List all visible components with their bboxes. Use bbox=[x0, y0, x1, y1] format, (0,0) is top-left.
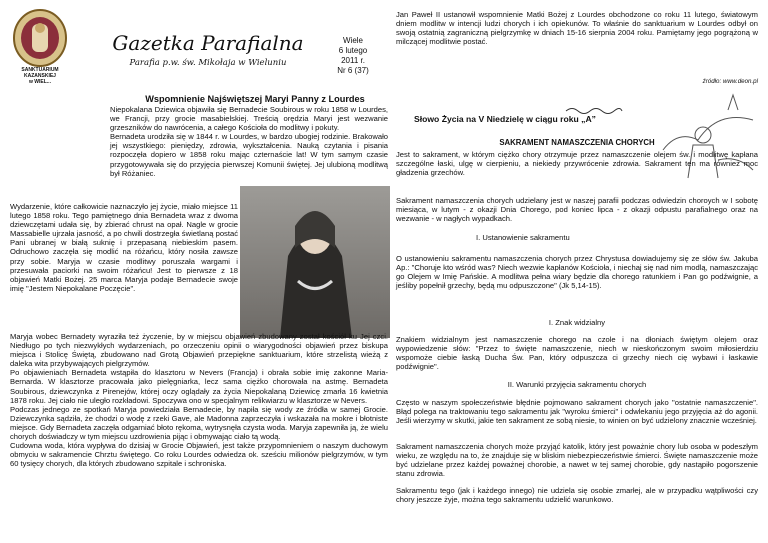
who-may-receive: Sakrament namaszczenia chorych może przyjąć katolik, który jest poważnie chory lub osoba w podeszłym wieku, ze względu na to, że znajduje się w bliskim niebezpieczeństwie śmierci. Święte namaszczenie może być udzielane przez każdej poważnej chorobie, a nawet w tej samej chorobie, gdy nastąpiło pogorszenie stanu zdrowia. bbox=[396, 442, 758, 479]
sacrament-heading: SAKRAMENT NAMASZCZENIA CHORYCH bbox=[499, 138, 655, 147]
sanctuary-logo bbox=[10, 8, 70, 88]
conditional-sacrament: Sakramentu tego (jak i każdego innego) nie udziela się osobie zmarłej, ale w przypadku wątpliwości czy chory jeszcze żyje, można tego sakramentu udzielić warunkowo. bbox=[396, 486, 758, 505]
issue-line: Nr 6 (37) bbox=[337, 66, 369, 75]
issue-line: 6 lutego bbox=[338, 46, 368, 55]
article-body: Maryja wobec Bernadety wyraziła też życzenie, by w miejscu objawień zbudowany został kościół ku Jej czci. Niedługo po tych niezwykłych wydarzeniach, po orzeczeniu opinii o wiarygodności objawień przez biskupa miejsca i Stolicę Świętą, zbudowano nad Grotą Objawień przepiękne sanktuarium, które strzelistą wieżą z daleka wita przybywających pielgrzymów. Po objawieniach Bernadeta wstąpiła do klasztoru w Nevers (Francja) i obrała sobie imię zakonne Maria-Bernarda. W klasztorze pracowała jako pielęgniarka, lecz sama ciężko chorowała na astmę. Bernadeta Soubirous, dziewczynka z Pirenejów, której oczy oglądały za życia Niepokalaną Dziewicę zmarła 16 kwietnia 1878 roku. Jej ciało nie uległo rozkładowi. Spoczywa ono w specjalnym relikwiarzu w klasztorze w Nevers. Podczas jednego ze spotkań Maryja powiedziała Bernadecie, by napiła się wody ze źródła w samej Grocie. Dziewczynka sądziła, że chodzi o wodę z rzeki Gave, ale Madonna zaprzeczyła i wskazała na mokre i błotniste miejsce. Gdy Bernadeta zaczęła odgarniać błoto rękoma, wytrysnęła czysta woda. Maryja zapewniła ją, że wielu chorych doświadczy w tym miejscu uzdrowienia pijąc i obmywając ciało tą wodą. Cudowna woda, która wypływa do dzisiaj w Grocie Objawień, jest także przypomnieniem o naszym duchowym obmyciu w sakramencie Chrztu świętego. Co roku Lourdes odwiedza ok. sześciu milionów pielgrzymów, w tym 60 tysięcy chorych, dla których zbudowano szpitale i schroniska. bbox=[10, 332, 388, 469]
left-column bbox=[10, 8, 388, 538]
right-column bbox=[396, 8, 758, 538]
issue-line: Wiele bbox=[342, 36, 363, 45]
institution-text: O ustanowieniu sakramentu namaszczenia chorych przez Chrystusa dowiadujemy się ze słów św. Jakuba Ap.: "Choruje kto wśród was? Niech wezwie kapłanów Kościoła, i niechaj się nad nim modlą, namaszczając go Olejem w Imię Pańskie. A modlitwa pełna wiary będzie dla chorego ratunkiem i Pan go podźwignie, a jeśliby popełnił grzechy, będą mu odpuszczone" (Jk 5,14-15). bbox=[396, 254, 758, 291]
parish-practice: Sakrament namaszczenia chorych udzielany jest w naszej parafii podczas odwiedzin choroych w I sobotę miesiąca, w lutym - z okazji Dnia Chorego, pod koniec lipca - z okazji odpustu parafialnego oraz na wezwanie - w nagłych wypadkach. bbox=[396, 196, 758, 224]
article-apparition: Wydarzenie, które całkowicie naznaczyło jej życie, miało miejsce 11 lutego 1858 roku. Tego pamiętnego dnia Bernadeta wraz z dwoma dziewczętami udała się, by zbierać chrust na opał. Nagle w grocie Massabielle ujrzała jasność, a po chwili dostrzegła świetlaną postać Pani ubranej w białą suknię i przepasaną niebieskim pasem. Odruchowo zaczęła się modlić na różańcu, który nosiła zawsze przy sobie. Maryja w czasie modlitwy poruszała wargami i przesuwała paciorki na swoim różańcu! Jest to pierwsze z 18 objawień Matki Bożej. 25 marca Maryja podaje Bernadecie swoje imię "Jestem Niepokalane Poczęcie". bbox=[10, 202, 238, 293]
source-note: źródło: www.deon.pl bbox=[702, 78, 758, 85]
article-title: Wspomnienie Najświętszej Maryi Panny z Lourdes bbox=[145, 94, 365, 104]
article-lead: Niepokalana Dziewica objawiła się Bernadecie Soubirous w roku 1858 w Lourdes, we Francji, przy grocie masabielskiej. Treścią orędzia Maryi jest wezwanie grzeszników do nawrócenia, a całego Kościoła do modlitwy i pokuty. Bernadeta urodziła się w 1844 r. w Lourdes, w bardzo ubogiej rodzinie. Brakowało jej wszystkiego: pieniędzy, zdrowia, wykształcenia. Nauką czytania i pisania rozpoczęła dopiero w 1858 roku mając czternaście lat! W tym samym czasie przygotowywała się do przyjęcia pierwszej Komunii świętej. Jej ulubioną modlitwą był Różaniec. bbox=[110, 105, 388, 178]
logo-text-line: KAZANSKIEJ bbox=[24, 73, 56, 79]
logo-text-line: SANKTUARIUM bbox=[21, 67, 59, 73]
newsletter-title: Gazetka Parafialna bbox=[112, 31, 304, 55]
issue-info bbox=[320, 36, 386, 76]
logo-text-line: w WIEL... bbox=[29, 79, 51, 85]
bernadette-photo bbox=[240, 186, 390, 338]
parish-name: Parafia p.w. św. Mikołaja w Wieluniu bbox=[129, 58, 287, 68]
sacrament-definition: Jest to sakrament, w którym ciężko chory otrzymuje przez namaszczenie olejem św. i modlitwę kapłana szczególne łaski, ulgę w cierpieniu, a niekiedy przywrócenie zdrowia. Sakrament ten ma również moc gładzenia grzechów. bbox=[396, 150, 758, 178]
john-paul-intro: Jan Paweł II ustanowił wspomnienie Matki Bożej z Lourdes obchodzone co roku 11 lutego, światowym dniem modlitw w intencji ludzi chorych i ich opiekunów. To właśnie do sanktuarium w Lourdes odbył on swoją ostatnią zagraniczną pielgrzymkę w dniach 15-16 sierpnia 2004 roku. Pamiętamy jego pogrążoną w milczącej modlitwie postać. bbox=[396, 10, 758, 47]
word-of-life-heading: Słowo Życia na V Niedzielę w ciągu roku „A” bbox=[414, 114, 596, 124]
conditions-text: Często w naszym społeczeństwie błędnie pojmowano sakrament chorych jako "ostatnie namaszczenie". Błąd polega na traktowaniu tego sakramentu jak "wyroku śmierci" i odwlekaniu jego przyjęcia aż do agonii. Jeśli wierzymy w skutki, jakie ten sakrament ze sobą niesie, to winien on być udzielony znacznie wcześniej. bbox=[396, 398, 758, 426]
visible-sign-text: Znakiem widzialnym jest namaszczenie chorego na czole i na dłoniach świętym olejem oraz wypowiedzenie słów: "Przez to święte namaszczenie, niech w nieskończonym swoim miłosierdziu wspomoże ciebie łaską Ducha Św. Pan, który odpuszcza ci grzechy niech cię wybawi i łaskawie podźwignie". bbox=[396, 335, 758, 372]
section-institution: I. Ustanowienie sakramentu bbox=[476, 233, 570, 242]
section-conditions: II. Warunki przyjęcia sakramentu chorych bbox=[507, 380, 647, 389]
section-visible-sign: I. Znak widzialny bbox=[548, 318, 606, 327]
masthead bbox=[98, 32, 318, 68]
issue-line: 2011 r. bbox=[341, 56, 365, 65]
